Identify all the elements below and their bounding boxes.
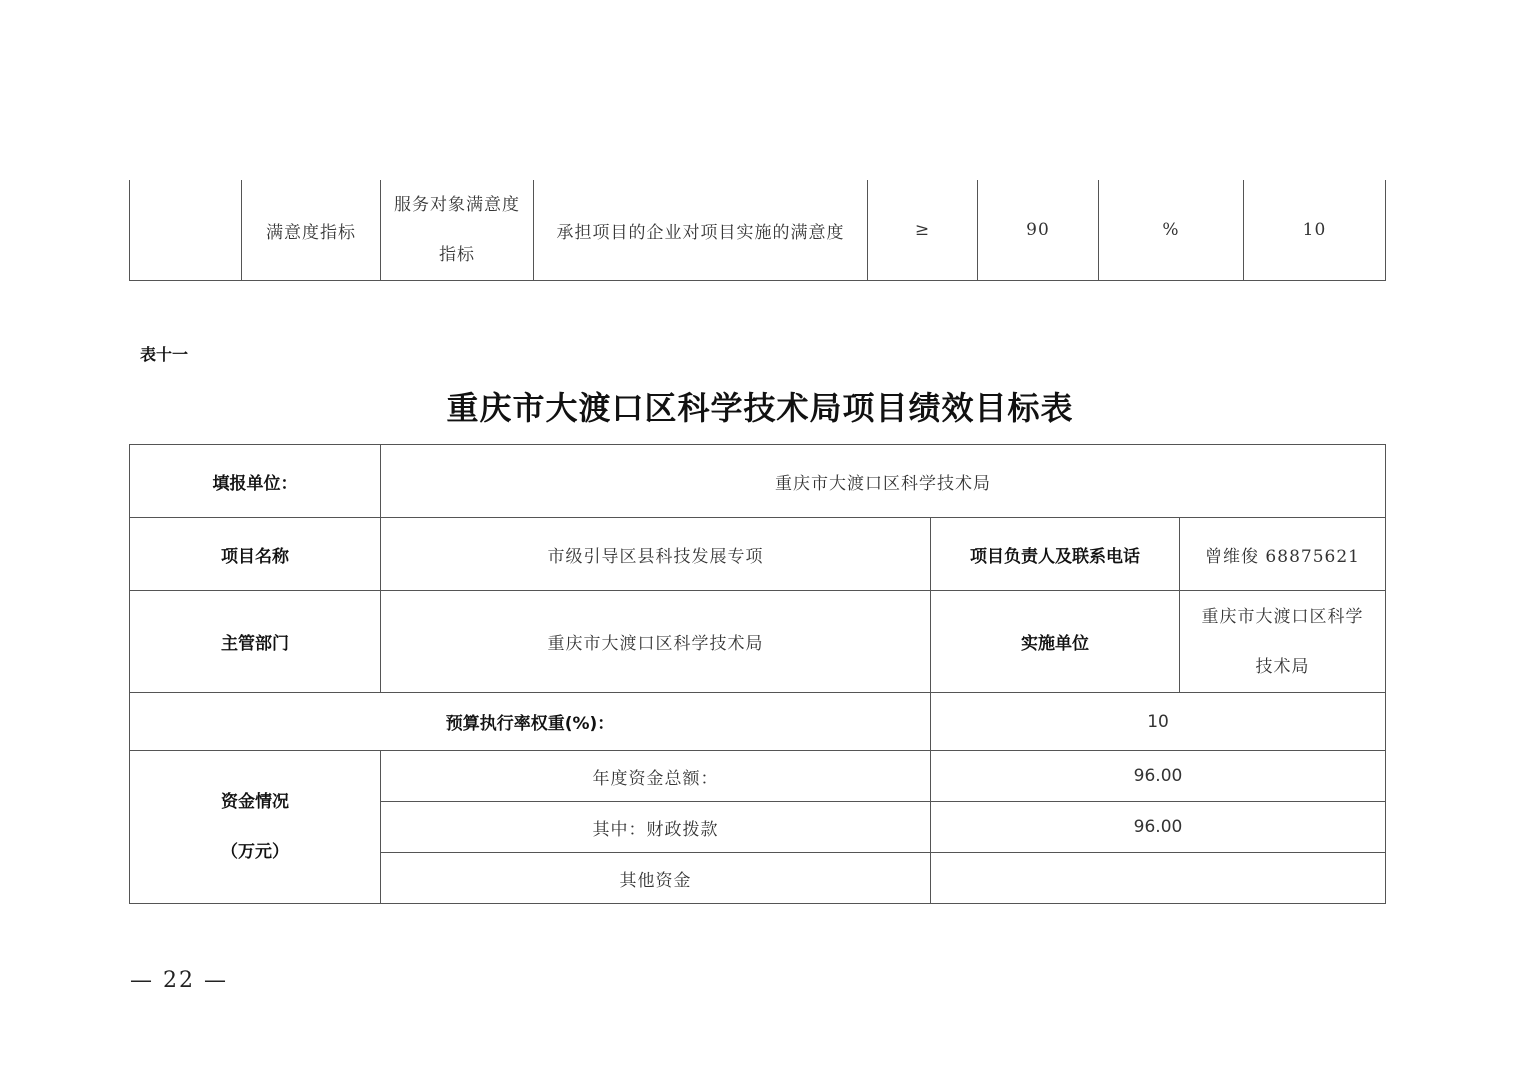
fiscal-allocation-value: 96.00: [931, 802, 1386, 853]
page-title: 重庆市大渡口区科学技术局项目绩效目标表: [446, 389, 1074, 427]
table-cell: [130, 180, 242, 281]
cell-text: 技术局: [1255, 656, 1310, 677]
cell-text: （万元）: [221, 842, 289, 862]
implementing-unit-label: 实施单位: [931, 591, 1180, 693]
unit-cell: %: [1099, 180, 1244, 281]
cell-text: 重庆市大渡口区科学: [1201, 606, 1364, 627]
indicator-category-cell: 满意度指标: [242, 180, 381, 281]
table-row: [130, 445, 1386, 518]
table-row: [130, 180, 1386, 281]
contact-value: 曾维俊 68875621: [1180, 518, 1386, 591]
funds-label: [130, 751, 381, 904]
page-number: — 22 —: [130, 968, 228, 993]
performance-target-table: [129, 444, 1386, 904]
department-value: 重庆市大渡口区科学技术局: [381, 591, 931, 693]
budget-weight-value: 10: [931, 693, 1386, 751]
table-row: [130, 518, 1386, 591]
annual-total-label: 年度资金总额：: [381, 751, 931, 802]
comparison-operator-cell: ≥: [868, 180, 978, 281]
reporting-unit-value: 重庆市大渡口区科学技术局: [381, 445, 1386, 518]
fiscal-allocation-label: 其中：财政拨款: [381, 802, 931, 853]
indicator-description-cell: 承担项目的企业对项目实施的满意度: [534, 180, 868, 281]
cell-text: 指标: [439, 245, 475, 265]
contact-label: 项目负责人及联系电话: [931, 518, 1180, 591]
annual-total-value: 96.00: [931, 751, 1386, 802]
cell-text: 服务对象满意度: [394, 195, 520, 215]
other-funds-value: [931, 853, 1386, 904]
satisfaction-indicator-table: [129, 180, 1386, 281]
table-label: 表十一: [140, 345, 189, 364]
budget-weight-label: 预算执行率权重(%)：: [130, 693, 931, 751]
project-name-value: 市级引导区县科技发展专项: [381, 518, 931, 591]
target-value-cell: 90: [978, 180, 1099, 281]
table-row: [130, 591, 1386, 693]
implementing-unit-value: [1180, 591, 1386, 693]
other-funds-label: 其他资金: [381, 853, 931, 904]
weight-cell: 10: [1244, 180, 1386, 281]
reporting-unit-label: 填报单位：: [130, 445, 381, 518]
table-row: [130, 751, 1386, 802]
table-row: [130, 693, 1386, 751]
indicator-subcategory-cell: [381, 180, 534, 281]
cell-text: 资金情况: [221, 792, 289, 812]
department-label: 主管部门: [130, 591, 381, 693]
project-name-label: 项目名称: [130, 518, 381, 591]
